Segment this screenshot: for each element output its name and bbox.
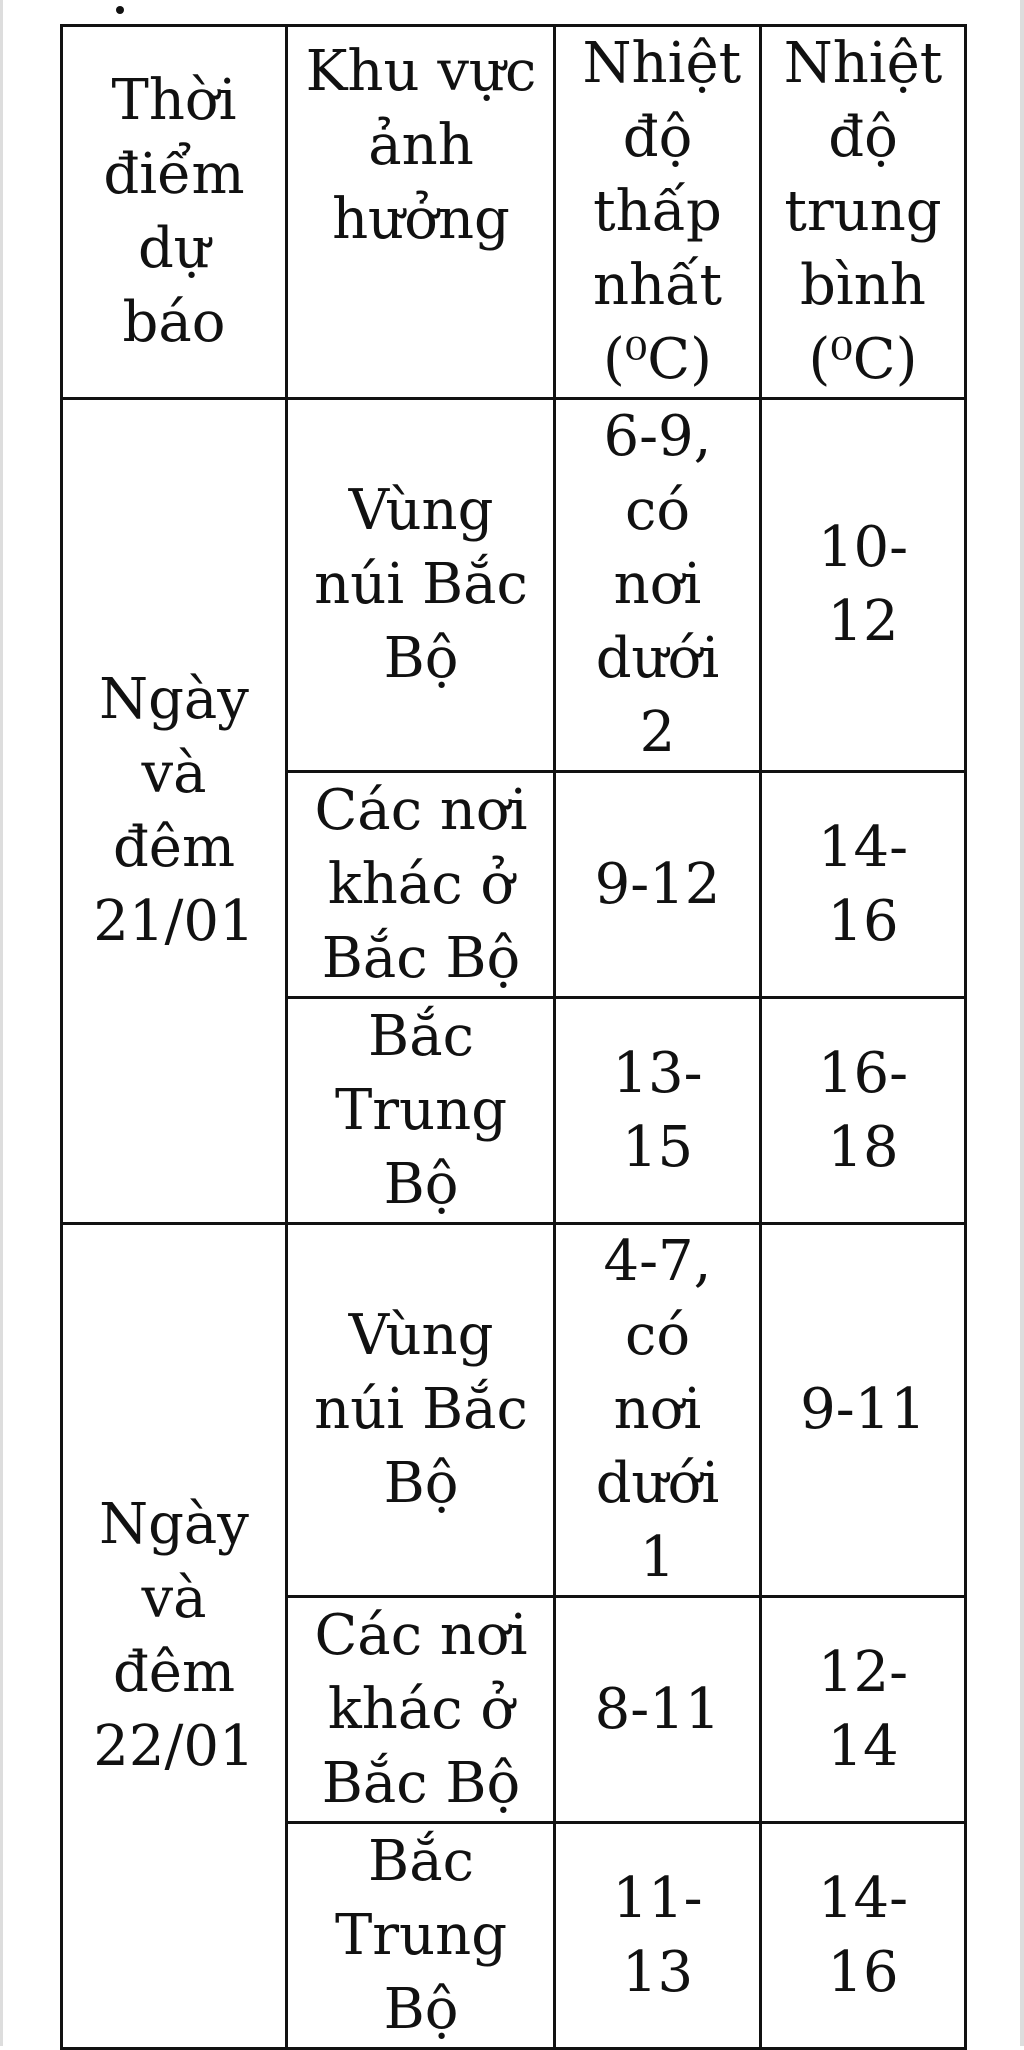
region-cell: Vùng núi Bắc Bộ (287, 1224, 555, 1597)
period-cell: Ngày và đêm 22/01 (62, 1224, 287, 2049)
avg-temp-cell: 14-16 (761, 1823, 966, 2049)
min-temp-cell: 9-12 (555, 772, 761, 998)
min-temp-cell: 8-11 (555, 1597, 761, 1823)
table-row (62, 1224, 966, 1597)
region-cell: Các nơi khác ở Bắc Bộ (287, 1597, 555, 1823)
avg-temp-cell: 12-14 (761, 1597, 966, 1823)
min-temp-cell: 11-13 (555, 1823, 761, 2049)
min-temp-cell: 4-7, có nơi dưới 1 (555, 1224, 761, 1597)
temperature-forecast-table (60, 24, 967, 2050)
table-header-row (62, 26, 966, 399)
region-cell: Vùng núi Bắc Bộ (287, 399, 555, 772)
header-min-temp: Nhiệt độ thấp nhất (⁰C) (555, 26, 761, 399)
bullet-dot (116, 6, 124, 14)
min-temp-cell: 6-9, có nơi dưới 2 (555, 399, 761, 772)
min-temp-cell: 13-15 (555, 998, 761, 1224)
table-row (62, 399, 966, 772)
region-cell: Bắc Trung Bộ (287, 998, 555, 1224)
region-cell: Các nơi khác ở Bắc Bộ (287, 772, 555, 998)
period-cell: Ngày và đêm 21/01 (62, 399, 287, 1224)
avg-temp-cell: 16-18 (761, 998, 966, 1224)
header-affected-area: Khu vực ảnh hưởng (287, 26, 555, 399)
avg-temp-cell: 9-11 (761, 1224, 966, 1597)
header-avg-temp: Nhiệt độ trung bình (⁰C) (761, 26, 966, 399)
page-right-edge (1020, 0, 1024, 2046)
header-forecast-time: Thời điểm dự báo (62, 26, 287, 399)
page-left-edge (0, 0, 3, 2046)
region-cell: Bắc Trung Bộ (287, 1823, 555, 2049)
avg-temp-cell: 14-16 (761, 772, 966, 998)
avg-temp-cell: 10-12 (761, 399, 966, 772)
